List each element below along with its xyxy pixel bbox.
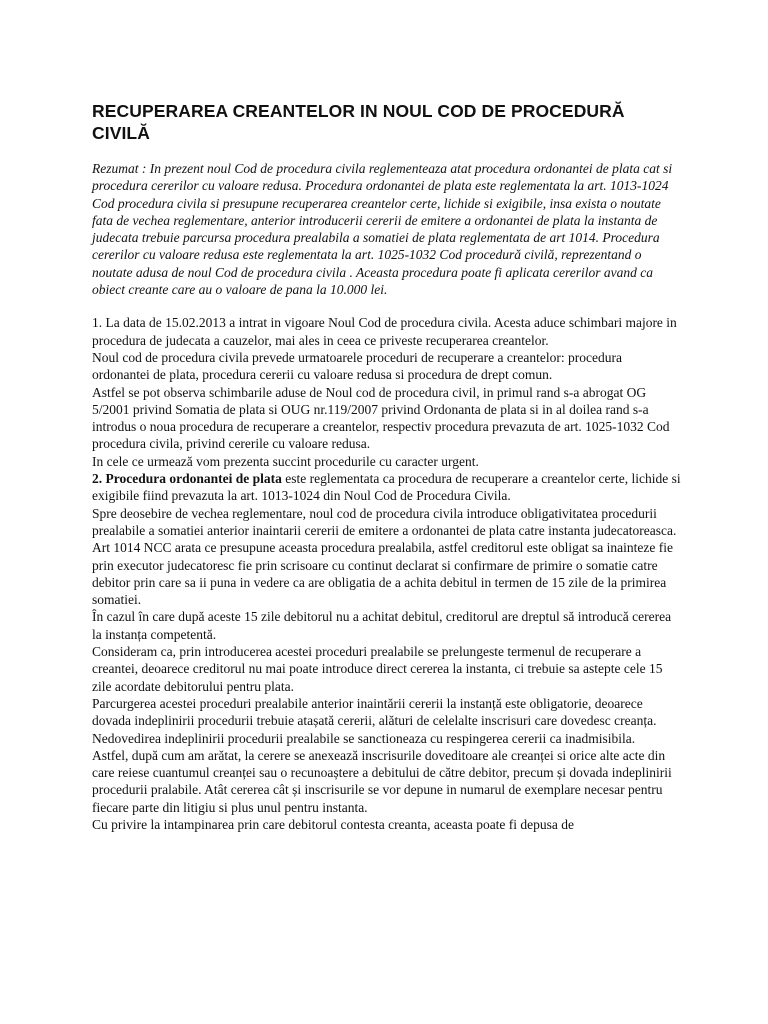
abstract: Rezumat : In prezent noul Cod de procedura civila reglementeaza atat procedura ordonantei de plata cat si procedura cererilor cu valoare redusa. Procedura ordonantei de plata este reglementata la art. 1013-1024 Cod procedura civila si presupune recuperarea creantelor certe, lichide si exigibile, insa exista o noutate fata de vechea reglementare, anterior introducerii cererii de emitere a ordonantei de plata la instanta de judecata trebuie parcursa procedura prealabila a somatiei de plata reglementata de art 1014. Procedura cererilor cu valoare redusa este reglementata la art. 1025-1032 Cod procedură civilă, reprezentand o noutate adusa de noul Cod de procedura civila . Aceasta procedura poate fi aplicata cererilor avand ca obiect creante care au o valoare de pana la 10.000 lei. xyxy=(92,161,673,298)
paragraph: Astfel, după cum am arătat, la cerere se anexează inscrisurile doveditoare ale creanței si orice alte acte din care reiese cuantumul creanței sau o recunoaștere a debitului de către debitor, precum și dovada indeplinirii procedurii pralabile. Atât cererea cât și inscrisurile se vor depune in numarul de exemplare necesar pentru fiecare parte din litigiu si plus unul pentru instanta. xyxy=(92,747,672,815)
paragraph: Spre deosebire de vechea reglementare, noul cod de procedura civila introduce obligativitatea procedurii prealabile a somatiei anterior inaintarii cererii de emitere a ordonantei de plata catre instanta judecatoreasca. xyxy=(92,505,677,538)
paragraph: Cu privire la intampinarea prin care debitorul contesta creanta, aceasta poate fi depusa de xyxy=(92,816,575,832)
paragraph: In cele ce urmează vom prezenta succint procedurile cu caracter urgent. xyxy=(92,453,479,469)
paragraph: Parcurgerea acestei proceduri prealabile anterior inaintării cererii la instanță este obligatorie, deoarece dovada indeplinirii procedurii trebuie atașată cererii, alături de celelalte inscrisuri care dovedesc creanța. Nedovedirea indeplinirii procedurii prealabile se sanctioneaza cu respingerea cererii ca inadmisibila. xyxy=(92,695,657,746)
document-title: RECUPERAREA CREANTELOR IN NOUL COD DE PROCEDURĂ CIVILĂ xyxy=(92,101,625,143)
paragraph: Art 1014 NCC arata ce presupune aceasta procedura prealabila, astfel creditorul este obligat sa inainteze fie prin executor judecatoresc fie prin scrisoare cu continut declarat si confirmare de primire o somatie catre debitor prin care sa ii puna in vedere ca are obligatia de a achita debitul in termen de 15 zile de la primirea somatiei. xyxy=(92,540,673,608)
document-page xyxy=(92,100,682,833)
section-heading: 2. Procedura ordonantei de plata xyxy=(92,471,282,487)
paragraph: Noul cod de procedura civila prevede urmatoarele proceduri de recuperare a creantelor: procedura ordonantei de plata, procedura cererii cu valoare redusa si procedura de drept comun. xyxy=(92,349,622,383)
paragraph: În cazul în care după aceste 15 zile debitorul nu a achitat debitul, creditorul are dreptul să introducă cererea la instanța competentă. xyxy=(92,609,672,642)
paragraph: 1. La data de 15.02.2013 a intrat in vigoare Noul Cod de procedura civila. Acesta aduce schimbari majore in procedura de judecata a cauzelor, mai ales in ceea ce priveste recuperarea creantelor. xyxy=(92,315,677,348)
document-body xyxy=(92,314,682,833)
paragraph: Astfel se pot observa schimbarile aduse de Noul cod de procedura civil, in primul rand s-a abrogat OG 5/2001 privind Somatia de plata si OUG nr.119/2007 privind Ordonanta de plata si in al doilea rand s-a introdus o noua procedura de recuperare a creantelor, respectiv procedura prevazuta de art. 1025-1032 Cod procedura civila, privind cererile cu valoare redusa. xyxy=(92,384,670,452)
paragraph: 2. Procedura ordonantei de plata este reglementata ca procedura de recuperare a creantelor certe, lichide si exigibile fiind prevazuta la art. 1013-1024 din Noul Cod de Procedura Civila. xyxy=(92,471,681,504)
paragraph: Consideram ca, prin introducerea acestei proceduri prealabile se prelungeste termenul de recuperare a creantei, deoarece creditorul nu mai poate introduce direct cererea la instanta, ci trebuie sa astepte cele 15 zile acordate debitorului pentru plata. xyxy=(92,644,663,694)
